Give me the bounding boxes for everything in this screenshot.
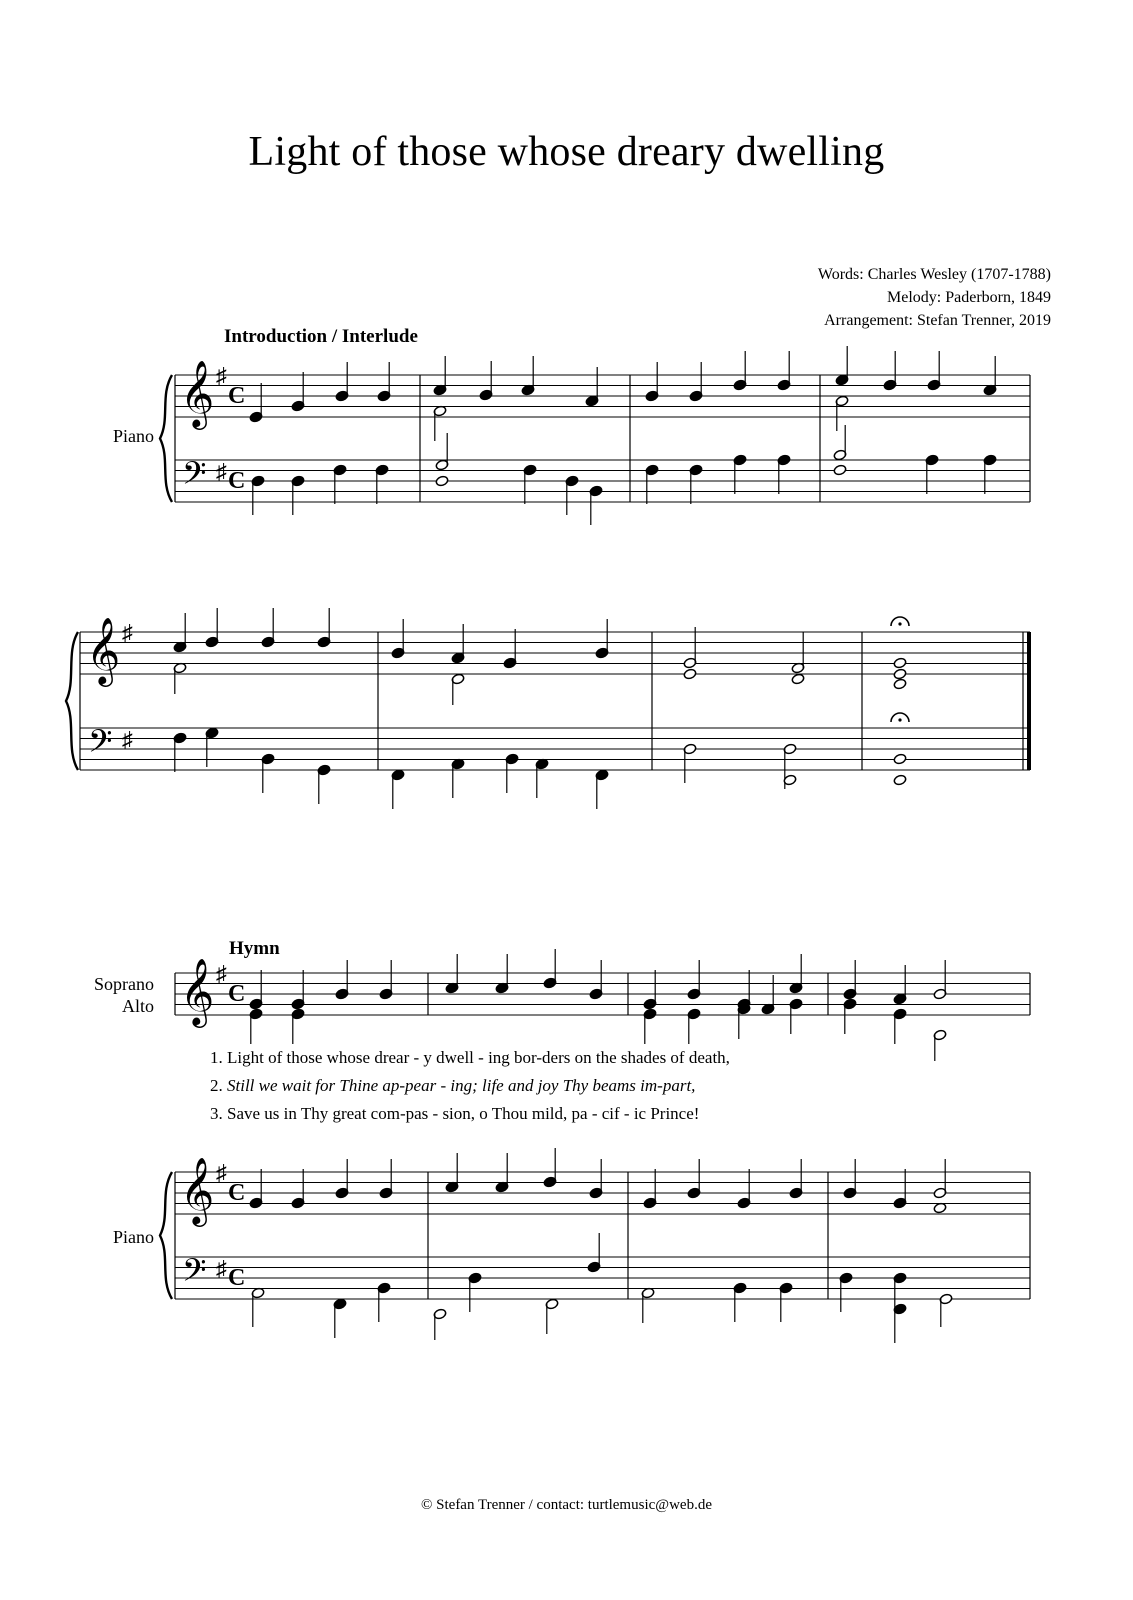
verse-number: 3. bbox=[210, 1104, 223, 1123]
verse-text: Still we wait for Thine ap-pear - ing; life and joy Thy beams im-part, bbox=[227, 1076, 696, 1095]
fermata-icon bbox=[898, 718, 901, 721]
instrument-piano-intro: Piano bbox=[112, 426, 154, 446]
note bbox=[683, 668, 697, 680]
note bbox=[893, 753, 907, 765]
note bbox=[893, 668, 907, 680]
verse-text: Save us in Thy great com-pas - sion, o Thou mild, pa - cif - ic Prince! bbox=[227, 1104, 700, 1123]
page-title: Light of those whose dreary dwelling bbox=[248, 129, 885, 175]
sharp-icon: ♯ bbox=[122, 620, 133, 645]
credit-words: Words: Charles Wesley (1707-1788) bbox=[817, 266, 1051, 283]
note bbox=[893, 657, 907, 669]
section-hymn: Hymn bbox=[229, 938, 280, 959]
section-intro: Introduction / Interlude bbox=[224, 326, 418, 347]
verse-number: 1. bbox=[210, 1048, 223, 1067]
sharp-icon: ♯ bbox=[122, 727, 133, 752]
note bbox=[893, 774, 907, 786]
treble-clef-icon: 𝄞 bbox=[180, 957, 215, 1025]
clefs bbox=[86, 359, 245, 1296]
brace bbox=[160, 1172, 172, 1299]
footer: © Stefan Trenner / contact: turtlemusic@web.de bbox=[421, 1497, 712, 1513]
verse-number: 2. bbox=[210, 1076, 223, 1095]
instrument-soprano: Soprano bbox=[94, 974, 154, 994]
sharp-icon: ♯ bbox=[216, 1160, 227, 1185]
fermata-icon bbox=[898, 622, 901, 625]
brace bbox=[160, 375, 172, 502]
note bbox=[893, 678, 907, 690]
note bbox=[435, 475, 449, 487]
instrument-piano-hymn: Piano bbox=[112, 1227, 154, 1247]
time-signature: C bbox=[228, 1265, 246, 1291]
treble-clef-icon: 𝄞 bbox=[180, 1156, 215, 1224]
verse-text: Light of those whose drear - y dwell - ing bor-ders on the shades of death, bbox=[227, 1048, 730, 1067]
credit-arrangement: Arrangement: Stefan Trenner, 2019 bbox=[824, 312, 1051, 329]
bass-clef-icon: 𝄢 bbox=[88, 723, 113, 767]
time-signature: C bbox=[228, 1180, 246, 1206]
bass-clef-icon: 𝄢 bbox=[182, 455, 207, 499]
time-signature: C bbox=[228, 468, 246, 494]
credit-melody: Melody: Paderborn, 1849 bbox=[887, 289, 1051, 306]
sharp-icon: ♯ bbox=[216, 459, 227, 484]
bass-clef-icon: 𝄢 bbox=[182, 1252, 207, 1296]
instrument-alto: Alto bbox=[121, 996, 154, 1016]
time-signature: C bbox=[228, 383, 246, 409]
brace bbox=[66, 632, 78, 770]
time-signature: C bbox=[228, 981, 246, 1007]
treble-clef-icon: 𝄞 bbox=[180, 359, 215, 427]
sharp-icon: ♯ bbox=[216, 363, 227, 388]
sharp-icon: ♯ bbox=[216, 961, 227, 986]
note bbox=[791, 673, 805, 685]
note bbox=[833, 464, 847, 476]
sharp-icon: ♯ bbox=[216, 1256, 227, 1281]
braces bbox=[66, 375, 172, 1299]
treble-clef-icon: 𝄞 bbox=[86, 616, 121, 684]
